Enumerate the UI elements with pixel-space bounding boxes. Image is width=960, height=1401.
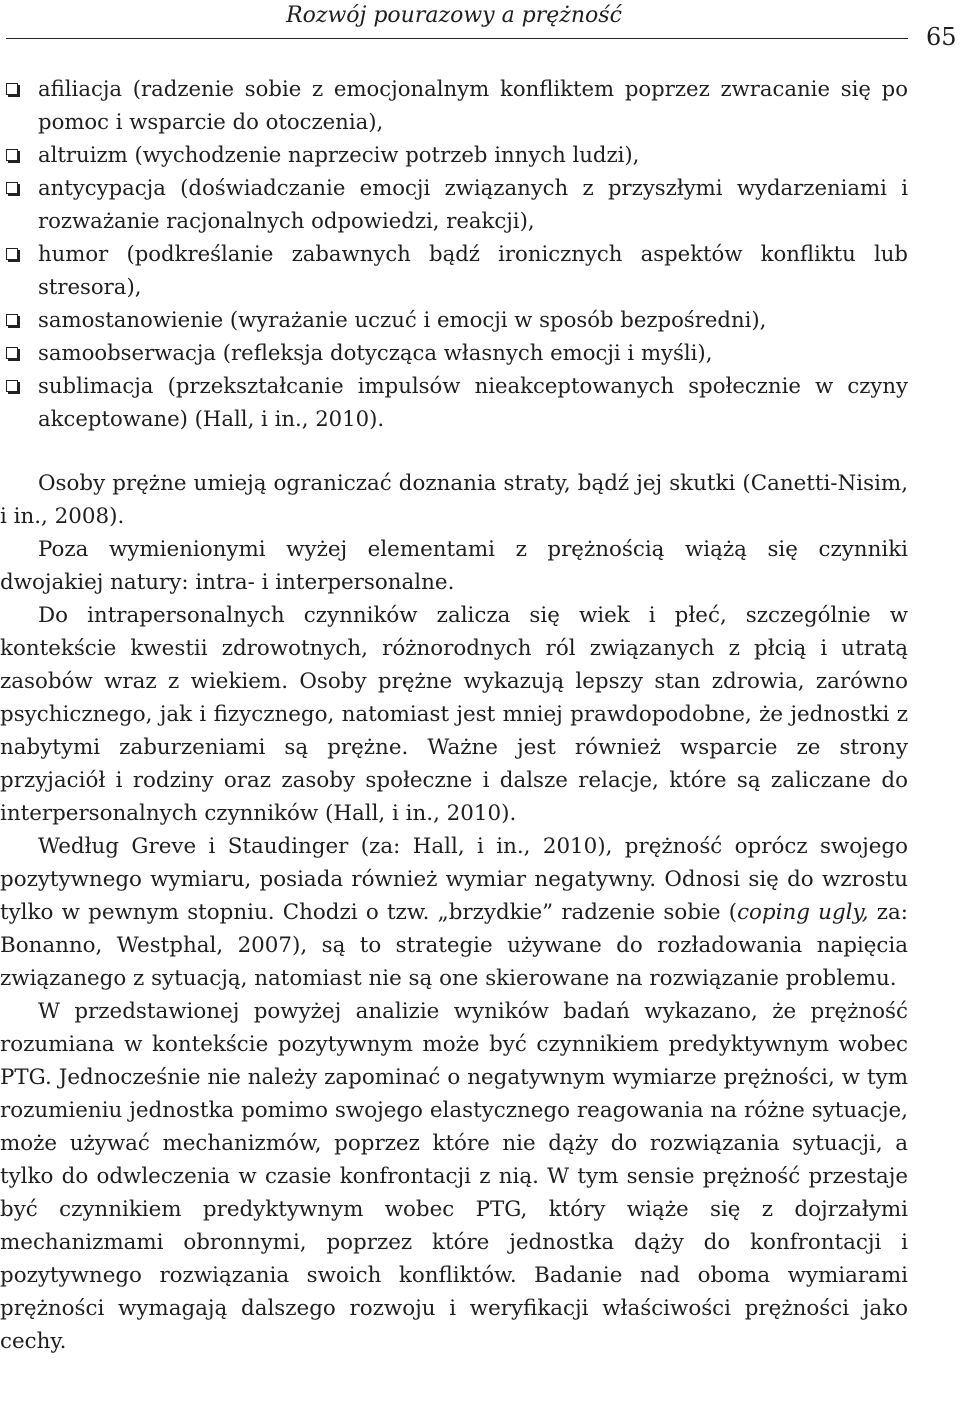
list-item-text: afiliacja (radzenie sobie z emocjonalnym konfliktem poprzez zwracanie się po pomoc i wsparcie do otoczenia),: [38, 76, 908, 134]
list-item-text: altruizm (wychodzenie naprzeciw potrzeb innych ludzi),: [38, 142, 640, 167]
paragraph-conclusion: W przedstawionej powyżej analizie wyników badań wykazano, że prężność rozumiana w kontekście pozytywnym może być czynnikiem predyktywnym wobec PTG. Jednocześnie nie należy zapominać o negatywnym wymiarze prężności, w tym rozumieniu jednostka pomimo swojego elastycznego reagowania na różne sytuacje, może używać mechanizmów, poprzez które nie dąży do rozwiązania sytuacji, a tylko do odwleczenia w czasie konfrontacji z nią. W tym sensie prężność przestaje być czynnikiem predyktywnym wobec PTG, który wiąże się z dojrzałymi mechanizmami obronnymi, poprzez które jednostka dąży do konfrontacji i pozytywnego rozwiązania swoich konfliktów. Badanie nad oboma wymiarami prężności wymagają dalszego rozwoju i weryfikacji właściwości prężności jako cechy.: [0, 999, 908, 1354]
list-item-text: sublimacja (przekształcanie impulsów nieakceptowanych społecznie w czyny akceptowane) (Hall, i in., 2010).: [38, 373, 908, 431]
list-item: [0, 138, 908, 171]
running-head-title: Rozwój pourazowy a prężność: [286, 3, 622, 28]
paragraph-canetti: Osoby prężne umieją ograniczać doznania straty, bądź jej skutki (Canetti-Nisim, i in., 2008).: [0, 471, 908, 529]
defense-mechanisms-list: [0, 72, 908, 435]
list-item-text: humor (podkreślanie zabawnych bądź ironicznych aspektów konfliktu lub stresora),: [38, 241, 908, 299]
list-item: [0, 171, 908, 237]
list-item-text: antycypacja (doświadczanie emocji związanych z przyszłymi wydarzeniami i rozważanie racjonalnych odpowiedzi, reakcji),: [38, 175, 908, 233]
paragraph-intra-inter: Poza wymienionymi wyżej elementami z prężnością wiążą się czynniki dwojakiej natury: intra- i interpersonalne.: [0, 537, 908, 595]
paragraph-text: za: Bonanno, Westphal, 2007), są to strategie używane do rozładowania napięcia związanego z sytuacją, natomiast nie są one skierowane na rozwiązanie problemu.: [0, 900, 909, 991]
list-item-text: samostanowienie (wyrażanie uczuć i emocji w sposób bezpośredni),: [38, 307, 767, 332]
checkbox-bullet-icon: [6, 314, 18, 326]
list-item: [0, 237, 908, 303]
paragraph-text: Według Greve i Staudinger (za: Hall, i in., 2010), prężność oprócz swojego pozytywnego wymiaru, posiada również wymiar negatywny. Odnosi się do wzrostu tylko w pewnym stopniu. Chodzi o tzw. „brzydkie” radzenie sobie (: [0, 834, 908, 925]
header-rule: [6, 38, 908, 39]
paragraph-greve-staudinger: [0, 830, 908, 995]
list-item-text: samoobserwacja (refleksja dotycząca własnych emocji i myśli),: [38, 340, 713, 365]
body-text: [0, 467, 908, 1358]
list-item: [0, 303, 908, 336]
checkbox-bullet-icon: [6, 380, 18, 392]
checkbox-bullet-icon: [6, 182, 18, 194]
page-number: 65: [926, 23, 957, 51]
checkbox-bullet-icon: [6, 248, 18, 260]
checkbox-bullet-icon: [6, 83, 18, 95]
list-item: [0, 72, 908, 138]
list-item: [0, 369, 908, 435]
paragraph-italic-term: coping ugly,: [737, 900, 869, 925]
list-item: [0, 336, 908, 369]
checkbox-bullet-icon: [6, 347, 18, 359]
paragraph-intrapersonal: Do intrapersonalnych czynników zalicza się wiek i płeć, szczególnie w kontekście kwestii zdrowotnych, różnorodnych ról związanych z płcią i utratą zasobów wraz z wiekiem. Osoby prężne wykazują lepszy stan zdrowia, zarówno psychicznego, jak i fizycznego, natomiast jest mniej prawdopodobne, że jednostki z nabytymi zaburzeniami są prężne. Ważne jest również wsparcie ze strony przyjaciół i rodziny oraz zasoby społeczne i dalsze relacje, które są zaliczane do interpersonalnych czynników (Hall, i in., 2010).: [0, 603, 908, 826]
checkbox-bullet-icon: [6, 149, 18, 161]
